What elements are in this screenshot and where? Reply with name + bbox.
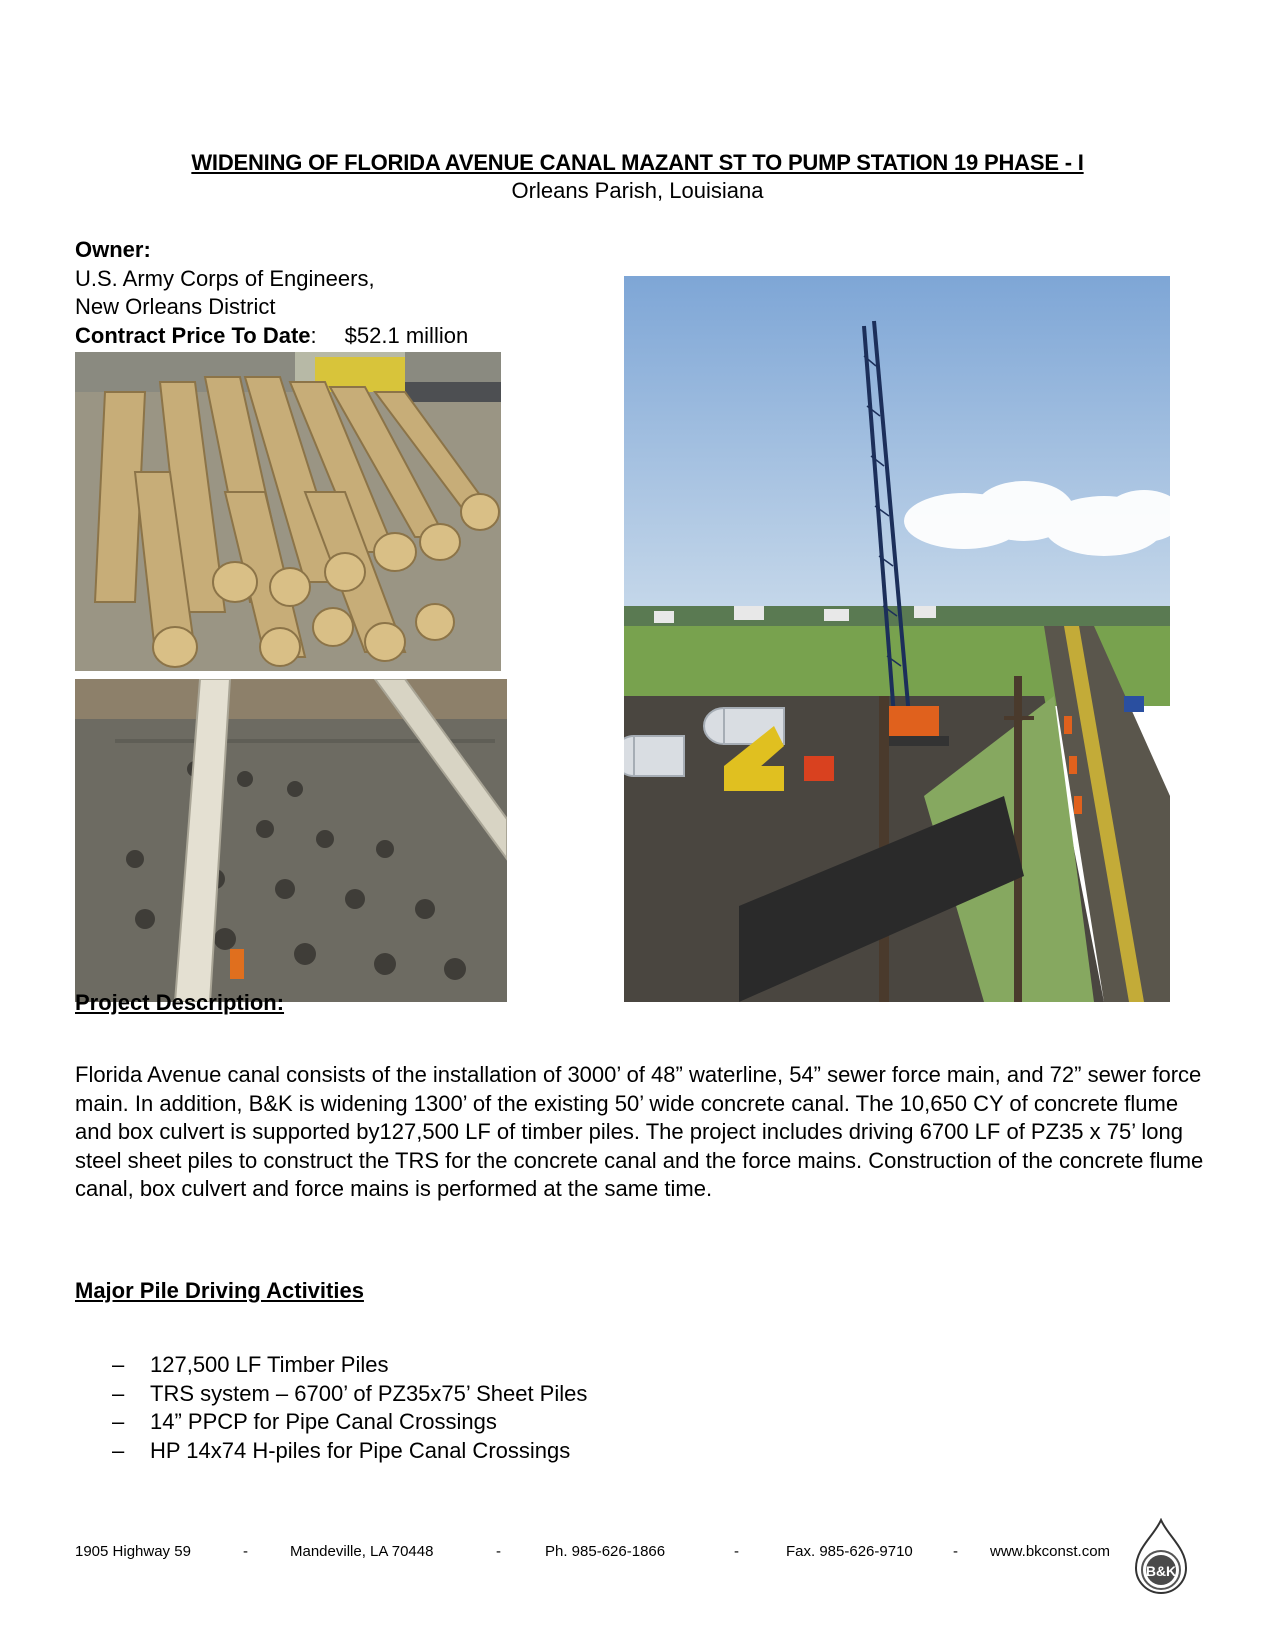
page-subtitle: Orleans Parish, Louisiana <box>511 178 764 203</box>
footer-separator: - <box>496 1543 501 1560</box>
footer-separator: - <box>243 1543 248 1560</box>
list-item-text: 14” PPCP for Pipe Canal Crossings <box>150 1409 497 1435</box>
contract-price-value: $52.1 million <box>344 322 469 348</box>
page-title: WIDENING OF FLORIDA AVENUE CANAL MAZANT ST TO PUMP STATION 19 PHASE - I <box>191 150 1084 175</box>
list-item <box>112 1380 587 1409</box>
list-item <box>112 1408 587 1437</box>
list-item-text: 127,500 LF Timber Piles <box>150 1352 389 1377</box>
owner-block <box>75 236 468 350</box>
activities-heading: Major Pile Driving Activities <box>75 1278 364 1303</box>
footer-fax: Fax. 985-626-9710 <box>786 1543 913 1560</box>
footer-address: 1905 Highway 59 <box>75 1543 191 1560</box>
list-item <box>112 1437 587 1466</box>
footer-city: Mandeville, LA 70448 <box>290 1543 434 1560</box>
owner-line-1: U.S. Army Corps of Engineers, <box>75 265 375 291</box>
bk-logo-icon <box>1132 1518 1190 1598</box>
list-bullet: – <box>112 1352 125 1377</box>
crane-site-image <box>624 276 1170 1002</box>
timber-piles-photo <box>75 352 501 671</box>
project-description-text: Florida Avenue canal consists of the installation of 3000’ of 48” waterline, 54” sewer force main, and 72” sewer force main. In addition, B&K is widening 1300’ of the existing 50’ wide concrete canal. The 10,650 CY of concrete flume and box culvert is supported by127,500 LF of timber piles. The project includes driving 6700 LF of PZ35 x 75’ long steel sheet piles to construct the TRS for the concrete canal and the force mains. Construction of the concrete flume canal, box culvert and force mains is performed at the same time. <box>75 1062 1204 1202</box>
footer-website-link[interactable]: www.bkconst.com <box>990 1543 1111 1560</box>
logo-text: B&K <box>1145 1563 1177 1579</box>
excavation-image <box>75 679 507 1002</box>
list-item-text: HP 14x74 H-piles for Pipe Canal Crossings <box>150 1437 571 1463</box>
company-logo <box>1132 1518 1190 1598</box>
contract-price-label: Contract Price To Date <box>75 322 311 348</box>
list-bullet: – <box>112 1380 125 1406</box>
activities-list <box>112 1351 587 1465</box>
footer-separator: - <box>953 1543 958 1560</box>
contract-price-colon: : <box>310 322 317 348</box>
project-description-heading: Project Description: <box>75 990 285 1015</box>
list-bullet: – <box>112 1409 125 1435</box>
owner-line-2: New Orleans District <box>75 294 276 319</box>
list-item-text: TRS system – 6700’ of PZ35x75’ Sheet Piles <box>150 1380 588 1406</box>
crane-site-photo <box>624 276 1170 1002</box>
footer-separator: - <box>734 1543 739 1560</box>
timber-piles-image <box>75 352 501 671</box>
footer-phone: Ph. 985-626-1866 <box>545 1543 666 1560</box>
excavation-photo <box>75 679 507 1002</box>
owner-label: Owner: <box>75 237 151 262</box>
contract-price <box>75 322 468 351</box>
list-item <box>112 1351 587 1380</box>
list-bullet: – <box>112 1437 125 1463</box>
